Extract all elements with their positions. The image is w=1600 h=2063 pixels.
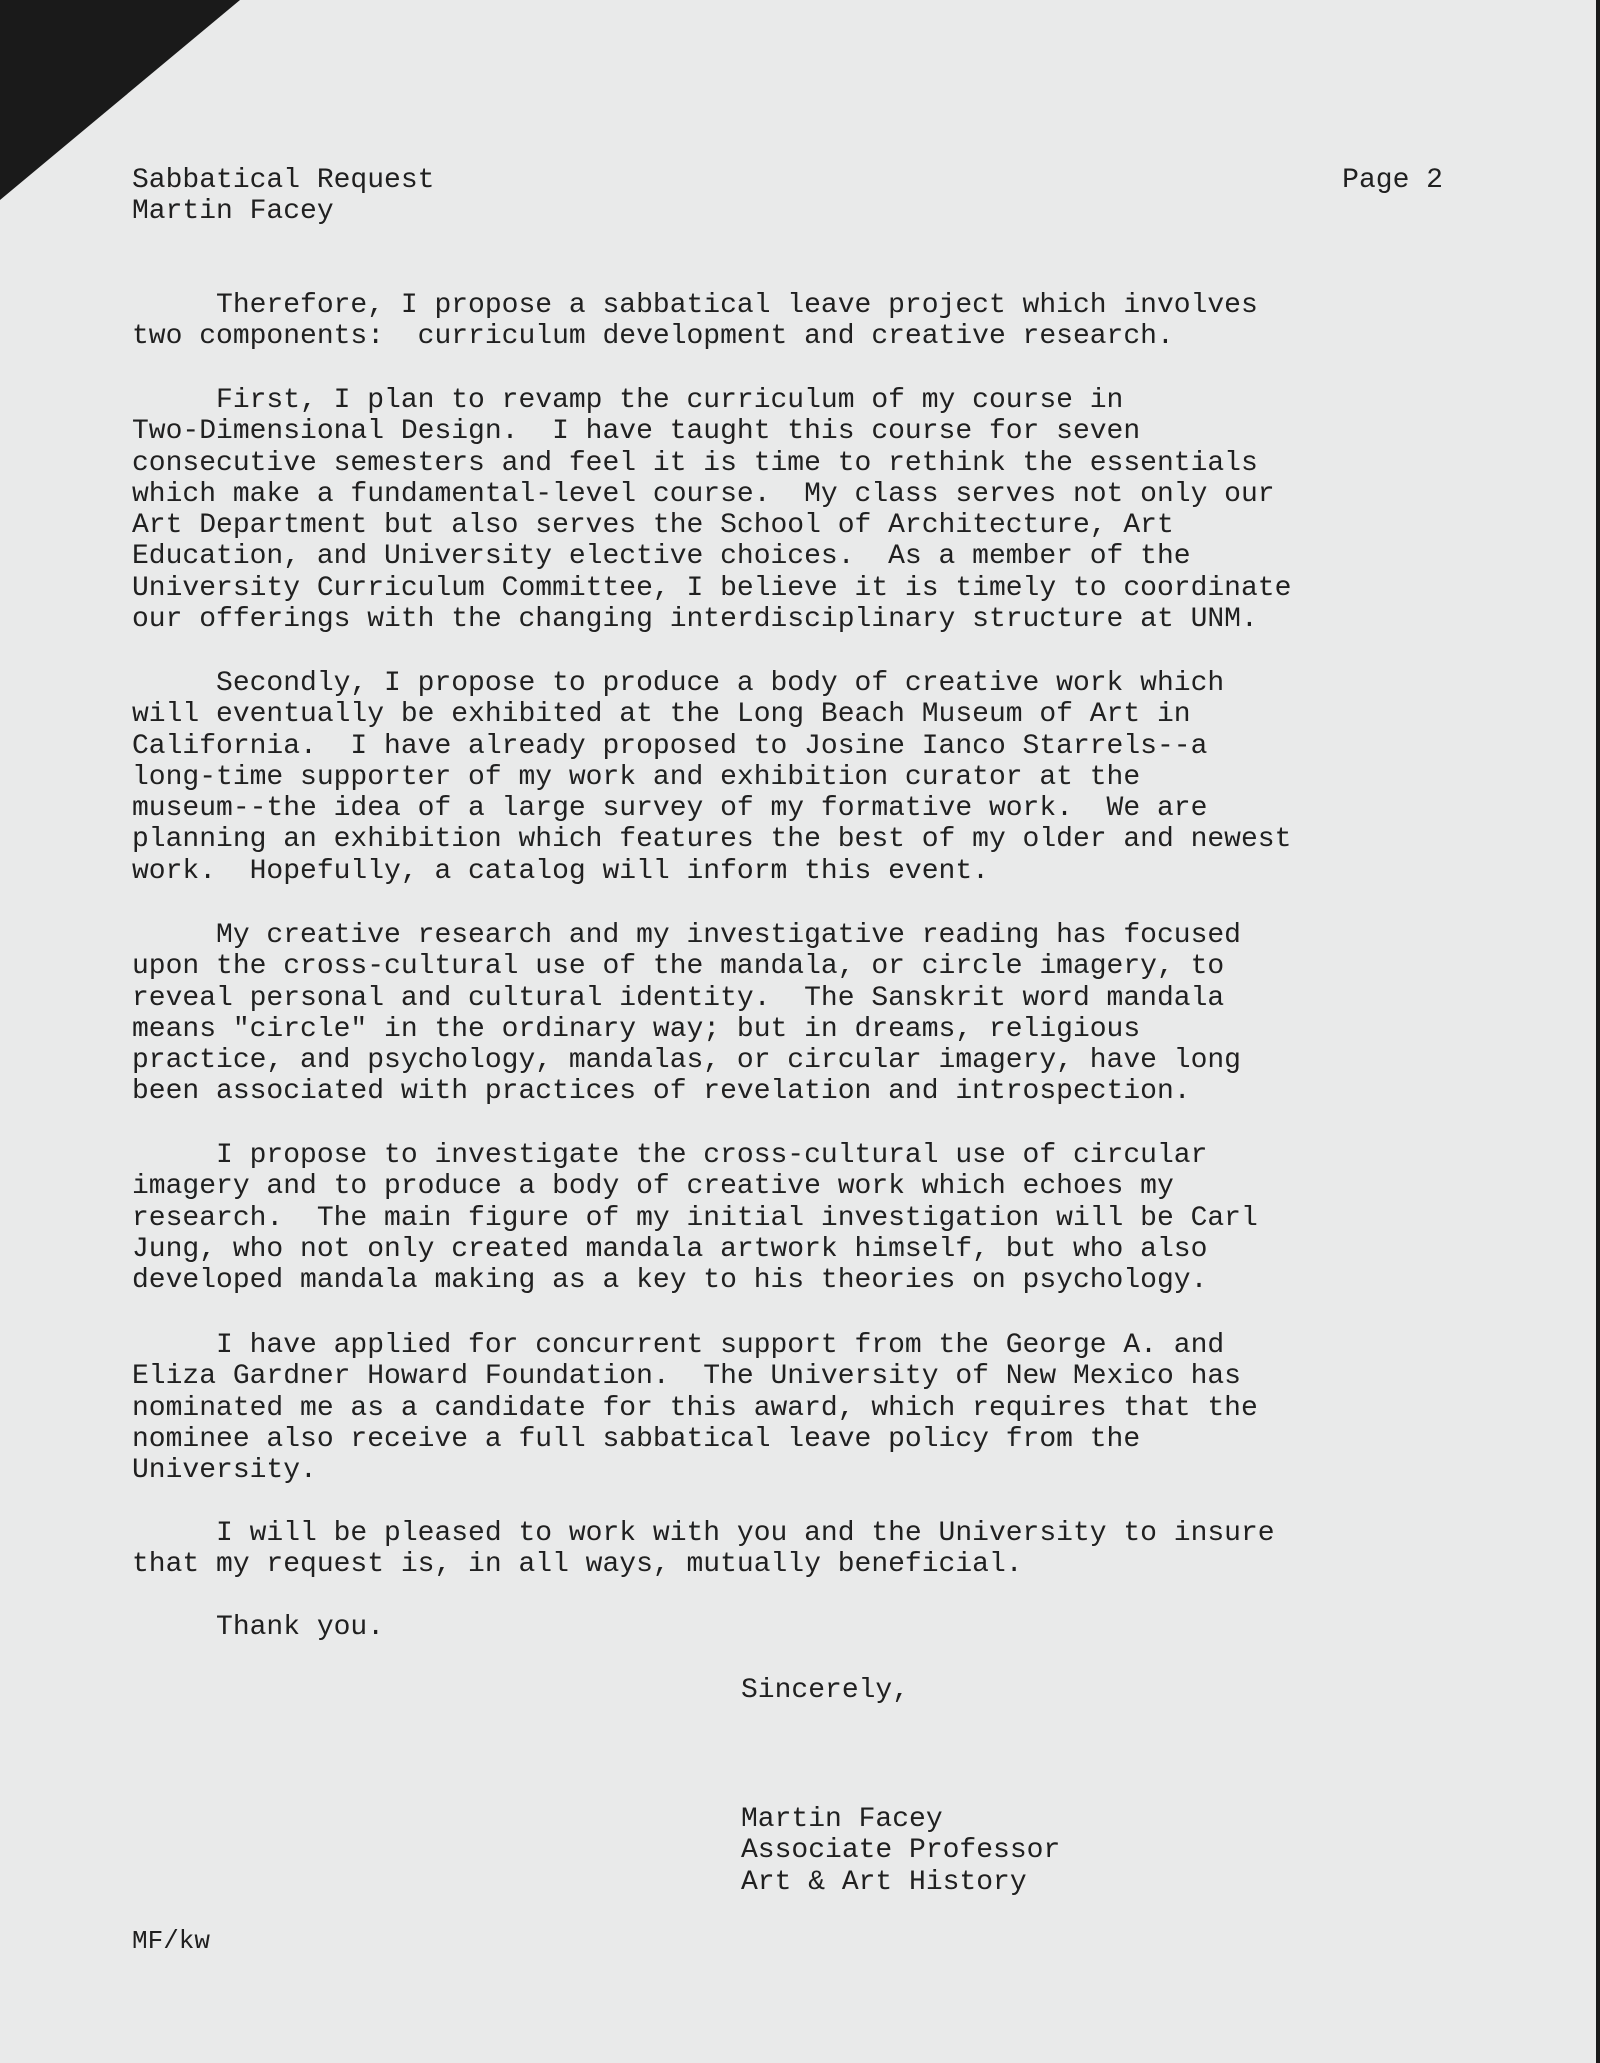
signature-title: Associate Professor: [741, 1835, 1061, 1867]
signature-block: [741, 1804, 1060, 1898]
header-title: Sabbatical Request: [132, 165, 435, 196]
paragraph-8: Thank you.: [132, 1612, 385, 1643]
closing: Sincerely,: [741, 1675, 910, 1706]
paragraph-5: I propose to investigate the cross-cultural use of circular imagery and to produce a body of creative work which echoes my research. The main figure of my initial investigation will be Carl Jung, who not only created mandala artwork himself, but who also developed mandala making as a key to his theories on psychology.: [132, 1140, 1258, 1297]
paragraph-7: I will be pleased to work with you and the University to insure that my request is, in all ways, mutually beneficial.: [132, 1518, 1275, 1581]
paragraph-4: My creative research and my investigative reading has focused upon the cross-cultural use of the mandala, or circle imagery, to reveal personal and cultural identity. The Sanskrit word mandala means "circle" in the ordinary way; but in dreams, religious practice, and psychology, mandalas, or circular imagery, have long been associated with practices of revelation and introspection.: [132, 920, 1241, 1108]
page-number: Page 2: [1342, 165, 1443, 196]
header-author: Martin Facey: [132, 196, 334, 228]
signature-name: Martin Facey: [741, 1804, 943, 1835]
paragraph-6: I have applied for concurrent support from the George A. and Eliza Gardner Howard Foundation. The University of New Mexico has nominated me as a candidate for this award, which requires that the nominee also receive a full sabbatical leave policy from the University.: [132, 1330, 1258, 1487]
typist-initials: MF/kw: [132, 1926, 211, 1956]
paragraph-2: First, I plan to revamp the curriculum of my course in Two-Dimensional Design. I have taught this course for seven consecutive semesters and feel it is time to rethink the essentials which make a fundamental-level course. My class serves not only our Art Department but also serves the School of Architecture, Art Education, and University elective choices. As a member of the University Curriculum Committee, I believe it is timely to coordinate our offerings with the changing interdisciplinary structure at UNM.: [132, 385, 1292, 636]
paragraph-3: Secondly, I propose to produce a body of creative work which will eventually be exhibited at the Long Beach Museum of Art in California. I have already proposed to Josine Ianco Starrels--a long-time supporter of my work and exhibition curator at the museum--the idea of a large survey of my formative work. We are planning an exhibition which features the best of my older and newest work. Hopefully, a catalog will inform this event.: [132, 668, 1292, 887]
signature-department: Art & Art History: [741, 1866, 1027, 1898]
header-left: [132, 165, 1452, 228]
paragraph-1: Therefore, I propose a sabbatical leave project which involves two components: curriculum development and creative research.: [132, 290, 1258, 353]
